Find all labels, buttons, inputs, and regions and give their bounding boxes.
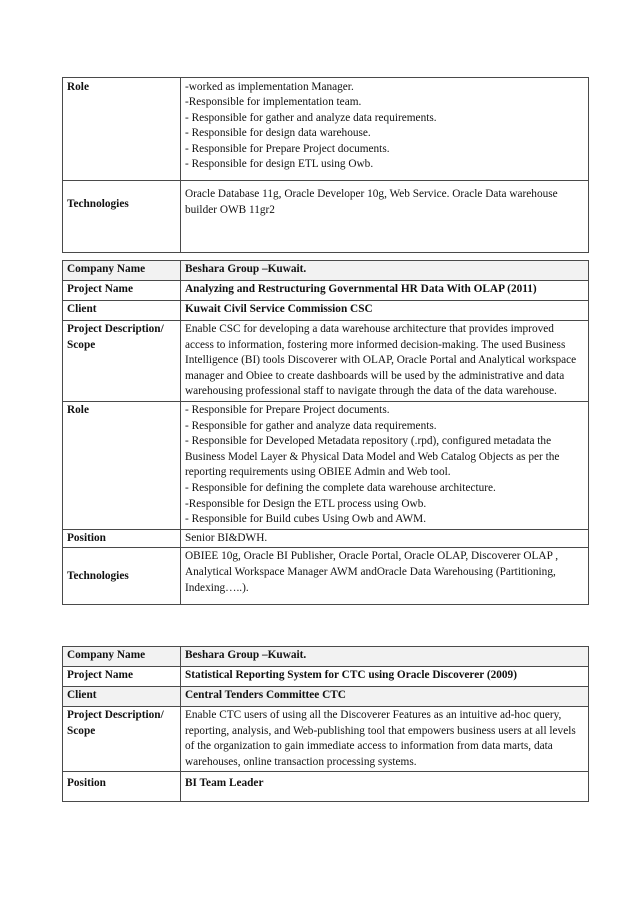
project-table-2	[62, 260, 589, 605]
role-line: - Responsible for Build cubes Using Owb and AWM.	[185, 513, 427, 526]
description-value: Enable CTC users of using all the Discoverer Features as an intuitive ad-hoc query, reporting, analysis, and Web-publishing tool that empowers business users at all levels of the organization to gain immediate access to information from data marts, data warehouses, online transaction processing systems.	[181, 707, 589, 772]
role-line: - Responsible for defining the complete data warehouse architecture.	[185, 481, 496, 494]
position-label: Position	[63, 772, 181, 802]
description-label-line: Project Description/	[67, 709, 164, 721]
role-line: - Responsible for gather and analyze data requirements.	[185, 419, 437, 432]
project-name-value: Analyzing and Restructuring Governmental HR Data With OLAP (2011)	[181, 281, 589, 301]
role-line: -worked as implementation Manager.	[185, 81, 354, 93]
role-line: -Responsible for Design the ETL process using Owb.	[185, 497, 427, 510]
description-label	[63, 707, 181, 772]
client-label: Client	[63, 301, 181, 321]
role-line: - Responsible for design data warehouse.	[185, 127, 371, 140]
position-row	[63, 772, 589, 802]
position-row	[63, 529, 589, 548]
position-value: BI Team Leader	[181, 772, 589, 802]
role-line: - Responsible for gather and analyze data requirements.	[185, 111, 437, 124]
project-table-1	[62, 77, 589, 253]
client-label: Client	[63, 687, 181, 707]
description-row	[63, 321, 589, 402]
company-value: Beshara Group –Kuwait.	[181, 647, 589, 667]
position-label: Position	[63, 529, 181, 548]
technologies-value: OBIEE 10g, Oracle BI Publisher, Oracle Portal, Oracle OLAP, Discoverer OLAP , Analytical Workspace Manager AWM andOracle Data Warehousing (Partitioning, Indexing…..).	[181, 548, 589, 605]
position-value: Senior BI&DWH.	[181, 529, 589, 548]
technologies-value: Oracle Database 11g, Oracle Developer 10g, Web Service. Oracle Data warehouse builder OWB 11gr2	[181, 181, 589, 253]
role-line: - Responsible for Prepare Project documents.	[185, 142, 390, 155]
description-label-line: Project Description/	[67, 323, 164, 335]
technologies-label: Technologies	[63, 548, 181, 605]
project-name-label: Project Name	[63, 281, 181, 301]
description-label-line: Scope	[67, 338, 96, 351]
company-label: Company Name	[63, 647, 181, 667]
technologies-row	[63, 181, 589, 253]
client-value: Central Tenders Committee CTC	[181, 687, 589, 707]
role-row	[63, 401, 589, 529]
role-label: Role	[63, 401, 181, 529]
role-line: - Responsible for Developed Metadata repository (.rpd), configured metadata the Business Model Layer & Physical Data Model and Web Catalog Objects as per the reporting requirements using OBIEE Admin and Web tool.	[185, 435, 560, 479]
role-value	[181, 401, 589, 529]
technologies-row	[63, 548, 589, 605]
company-value: Beshara Group –Kuwait.	[181, 261, 589, 281]
description-row	[63, 707, 589, 772]
role-label: Role	[63, 78, 181, 181]
company-row	[63, 647, 589, 667]
company-label: Company Name	[63, 261, 181, 281]
role-line: - Responsible for design ETL using Owb.	[185, 158, 374, 171]
role-value	[181, 78, 589, 181]
role-row	[63, 78, 589, 181]
role-line: - Responsible for Prepare Project documents.	[185, 403, 390, 416]
technologies-label: Technologies	[63, 181, 181, 253]
description-label-line: Scope	[67, 724, 96, 737]
role-line: -Responsible for implementation team.	[185, 96, 362, 109]
description-label	[63, 321, 181, 402]
client-row	[63, 687, 589, 707]
client-value: Kuwait Civil Service Commission CSC	[181, 301, 589, 321]
project-name-row	[63, 667, 589, 687]
company-row	[63, 261, 589, 281]
client-row	[63, 301, 589, 321]
project-name-label: Project Name	[63, 667, 181, 687]
project-name-row	[63, 281, 589, 301]
project-name-value: Statistical Reporting System for CTC using Oracle Discoverer (2009)	[181, 667, 589, 687]
description-value: Enable CSC for developing a data warehouse architecture that provides improved access to information, fostering more informed decision-making. The used Business Intelligence (BI) tools Discoverer with OLAP, Oracle Portal and Analytical workspace manager and Obiee to create dashboards will be used by the administrative and data warehousing professional staff to navigate through the data of the data warehouse.	[181, 321, 589, 402]
project-table-3	[62, 646, 589, 802]
